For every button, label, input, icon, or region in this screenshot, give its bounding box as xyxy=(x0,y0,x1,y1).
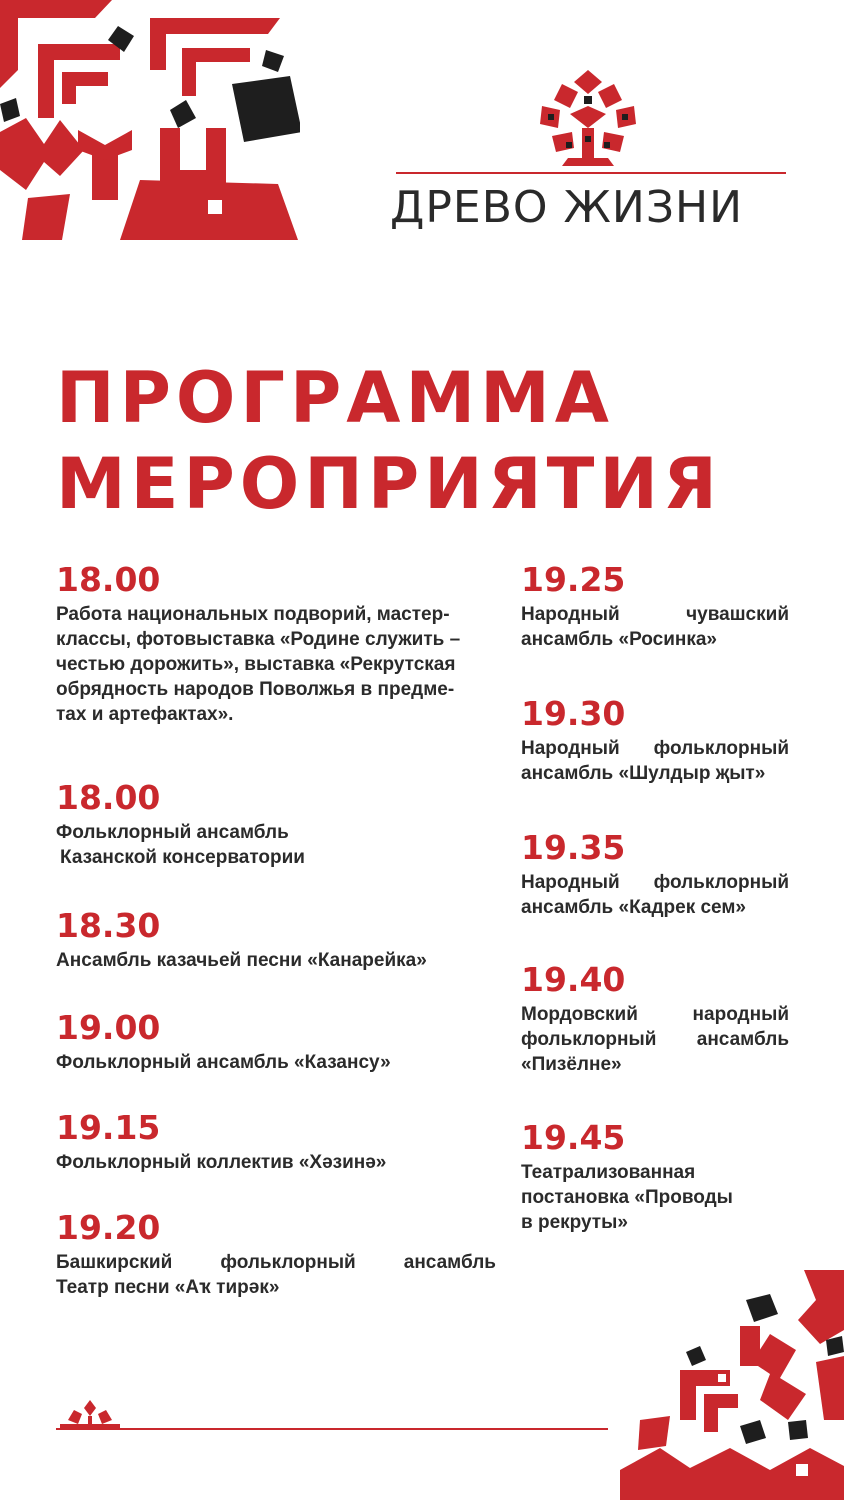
schedule-item xyxy=(521,1120,789,1235)
event-description: Народный чувашский ансамбль «Росинка» xyxy=(521,604,789,650)
schedule-item xyxy=(521,962,789,1077)
schedule-item xyxy=(521,562,789,652)
event-description: Народный фольклорный ансамбль «Кадрек сем» xyxy=(521,872,789,918)
event-time: 19.00 xyxy=(56,1008,161,1047)
event-time: 18.00 xyxy=(56,778,161,817)
event-description: Фольклорный коллектив «Хәзинә» xyxy=(56,1152,387,1173)
event-description: Народный фольклорный ансамбль «Шулдыр җыт» xyxy=(521,738,789,784)
brand-divider xyxy=(396,172,786,174)
event-time: 19.15 xyxy=(56,1108,161,1147)
event-description: Башкирский фольклорный ансамбль Театр песни «Аҡ тирәк» xyxy=(56,1252,496,1298)
event-time: 19.30 xyxy=(521,694,626,733)
page-title-line-2: МЕРОПРИЯТИЯ xyxy=(56,443,722,525)
event-description: Фольклорный ансамбль Казанской консерватории xyxy=(56,822,305,868)
event-time: 19.45 xyxy=(521,1118,626,1157)
event-time: 19.35 xyxy=(521,828,626,867)
event-description: Театрализованная постановка «Проводы в рекруты» xyxy=(521,1162,733,1233)
event-time: 19.40 xyxy=(521,960,626,999)
brand-name: ДРЕВО ЖИЗНИ xyxy=(390,182,744,233)
schedule-item xyxy=(56,908,496,973)
footer-divider xyxy=(56,1428,608,1430)
schedule-item xyxy=(56,780,496,870)
event-description: Работа национальных подворий, мастер- классы, фотовыставка «Родине служить – честью дорожить», выставка «Рекрутская обрядность народов Поволжья в предме- тах и артефактах». xyxy=(56,604,461,725)
footer-ornament-icon xyxy=(60,1398,120,1430)
tree-of-life-logo xyxy=(528,66,648,170)
top-left-ornament xyxy=(0,0,300,240)
schedule-item xyxy=(521,696,789,786)
schedule-item xyxy=(56,1210,496,1300)
bottom-right-ornament xyxy=(620,1270,844,1500)
event-time: 18.00 xyxy=(56,560,161,599)
event-time: 19.25 xyxy=(521,560,626,599)
schedule-item xyxy=(56,1110,496,1175)
schedule-item xyxy=(521,830,789,920)
event-time: 19.20 xyxy=(56,1208,161,1247)
page-title-line-1: ПРОГРАММА xyxy=(56,357,614,439)
event-description: Фольклорный ансамбль «Казансу» xyxy=(56,1052,391,1073)
schedule-item xyxy=(56,562,496,727)
event-description: Ансамбль казачьей песни «Канарейка» xyxy=(56,950,427,971)
schedule-item xyxy=(56,1010,496,1075)
event-description: Мордовский народный фольклорный ансамбль «Пизёлне» xyxy=(521,1004,789,1075)
event-time: 18.30 xyxy=(56,906,161,945)
